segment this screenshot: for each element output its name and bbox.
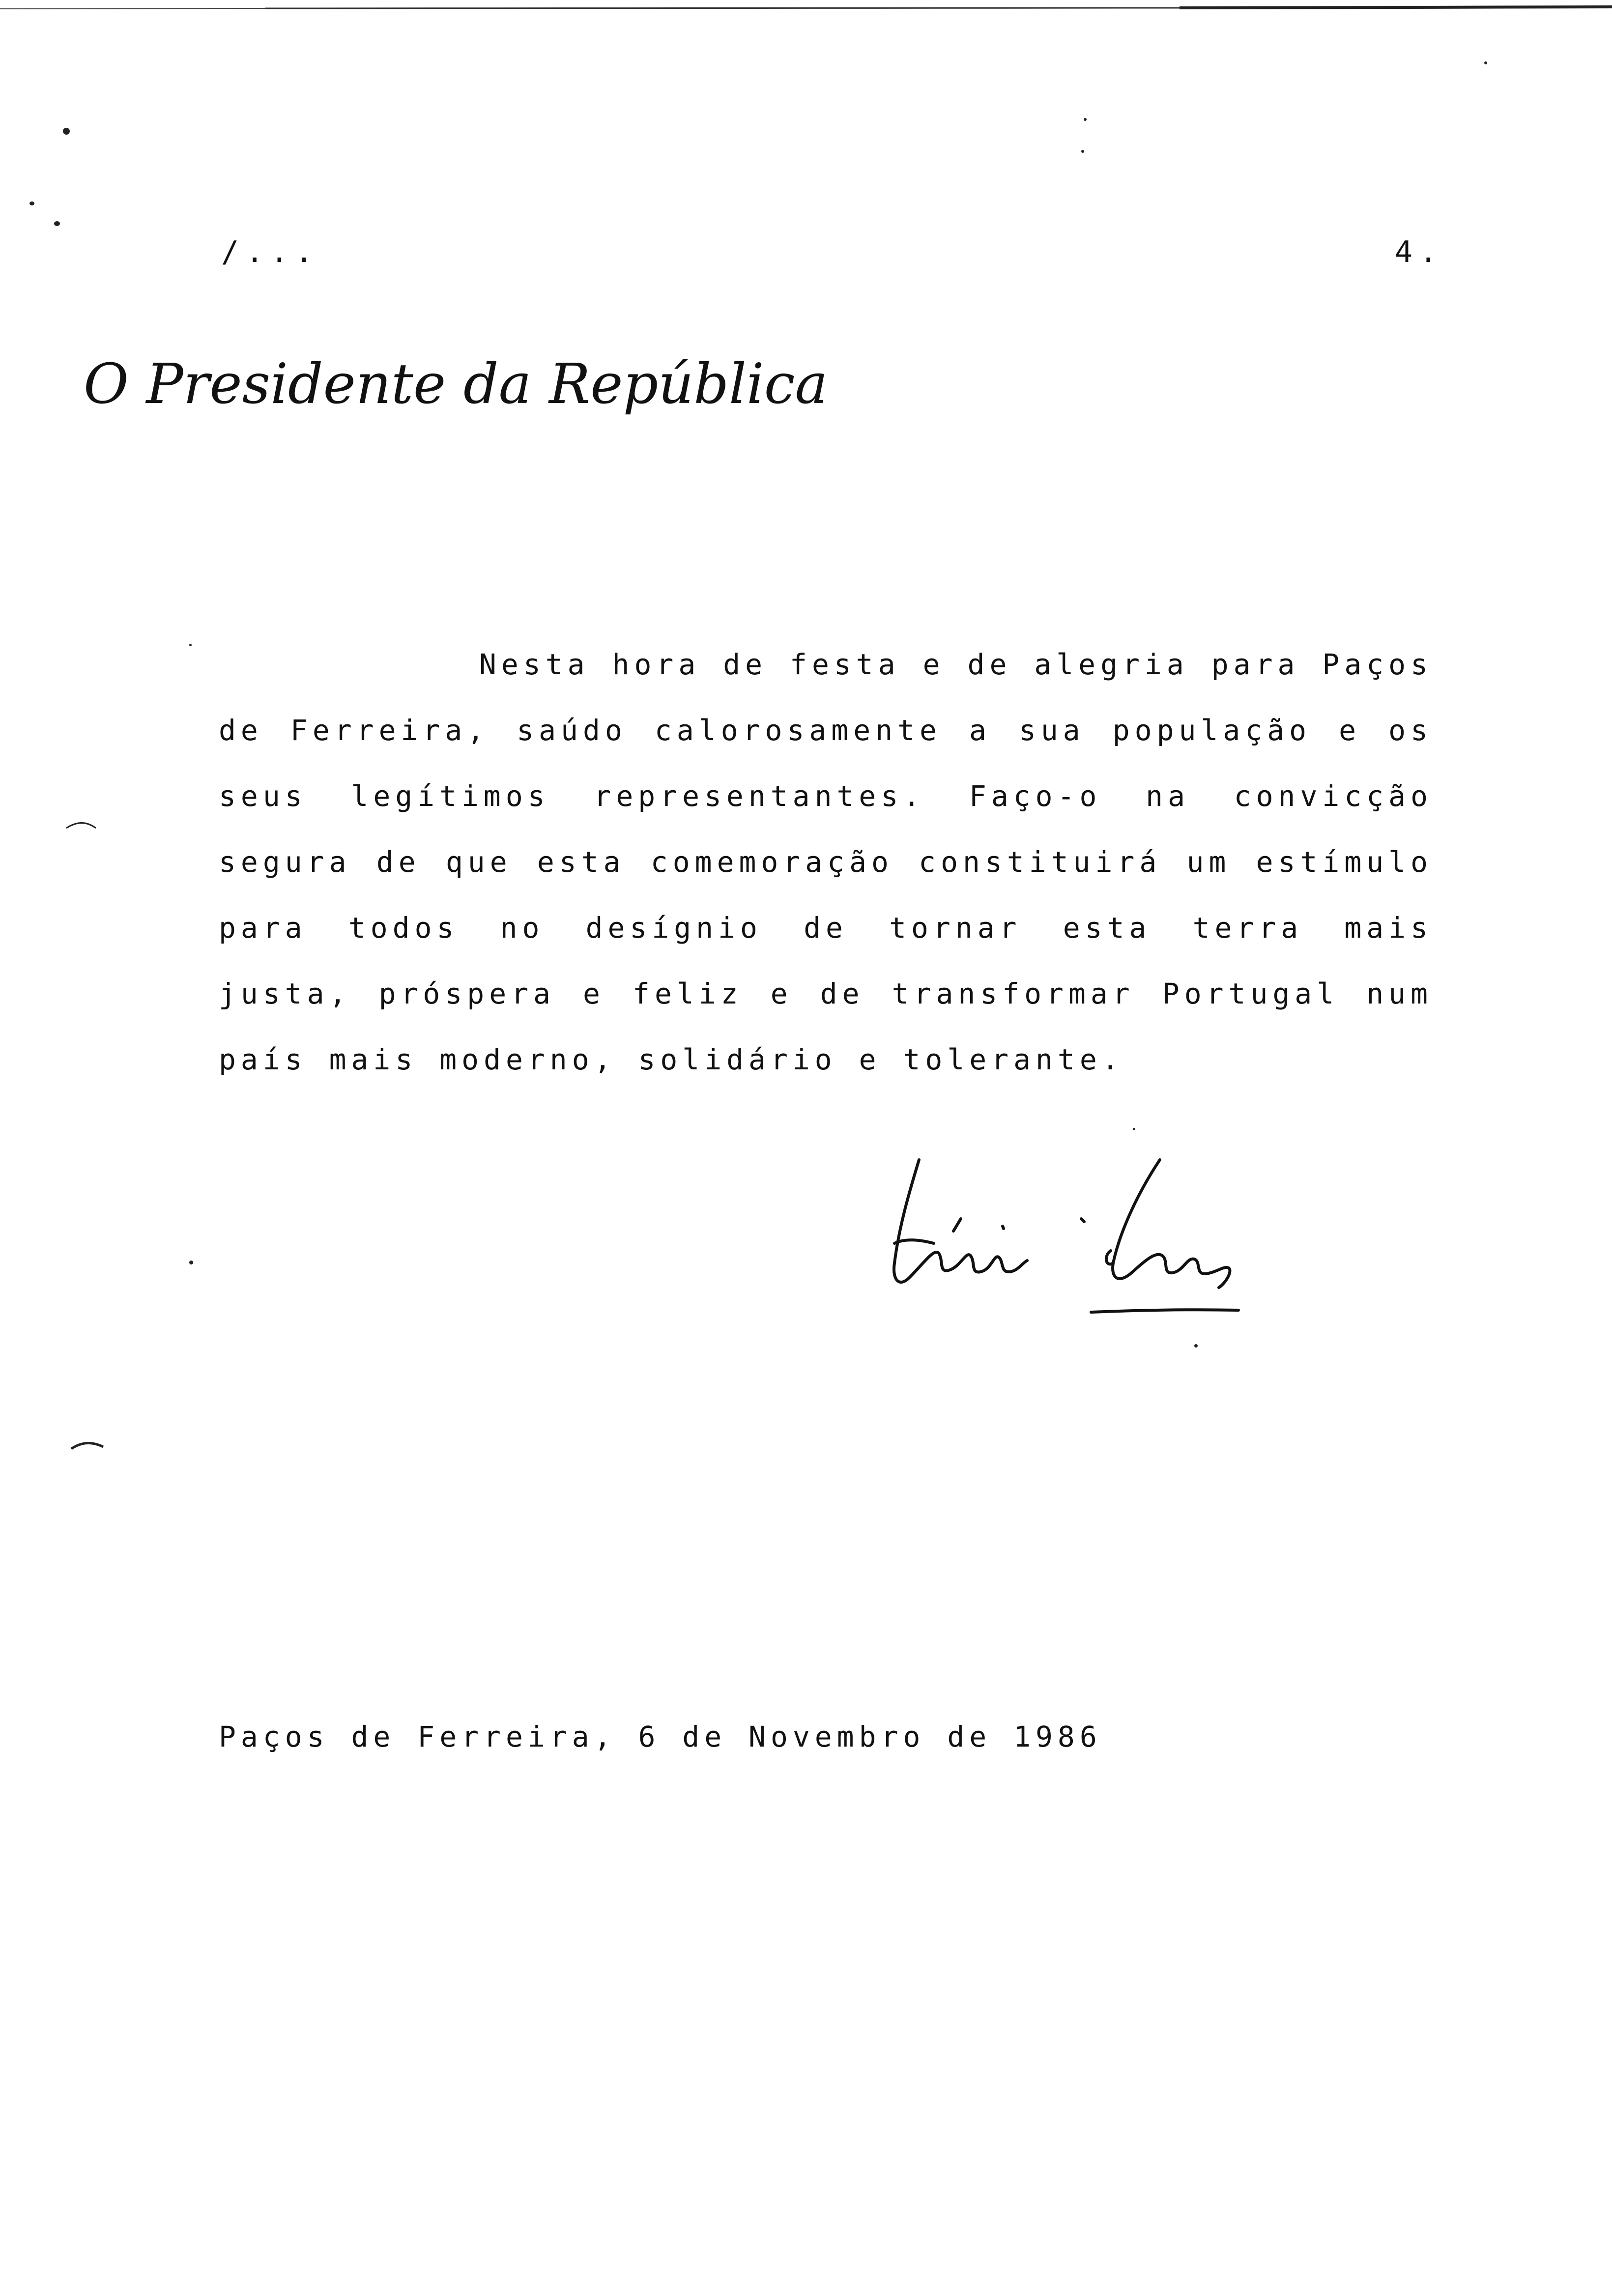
letterhead: [79, 344, 828, 428]
scan-speck: [1081, 150, 1084, 153]
scan-speck: [189, 644, 192, 646]
scan-top-edge: [0, 6, 1612, 11]
letter-body: Nesta hora de festa e de alegria para Paços de Ferreira, saúdo calorosamente a sua população e os seus legítimos representantes. Faço-o na convicção segura de que esta comemoração constituirá um estímulo para todos no desígnio de tornar esta terra mais justa, próspera e feliz e de transformar Portugal num país mais moderno, solidário e tolerante.: [219, 648, 1433, 1076]
scan-speck: [63, 128, 70, 135]
scan-speck: [1133, 1128, 1135, 1130]
place-and-date: Paços de Ferreira, 6 de Novembro de 1986: [219, 1720, 1102, 1753]
scan-speck: [54, 221, 60, 226]
scan-mark: [64, 816, 103, 835]
handwritten-signature: [865, 1145, 1238, 1342]
page-number: 4.: [1395, 235, 1444, 269]
letterhead-text: O Presidente da República: [84, 352, 828, 416]
continuation-mark: /...: [221, 235, 320, 269]
scan-speck: [1084, 118, 1087, 121]
scan-mark: [69, 1435, 108, 1455]
scan-speck: [1194, 1344, 1198, 1348]
scan-speck: [189, 1261, 193, 1264]
scan-speck: [1484, 61, 1487, 64]
scan-speck: [29, 201, 34, 205]
